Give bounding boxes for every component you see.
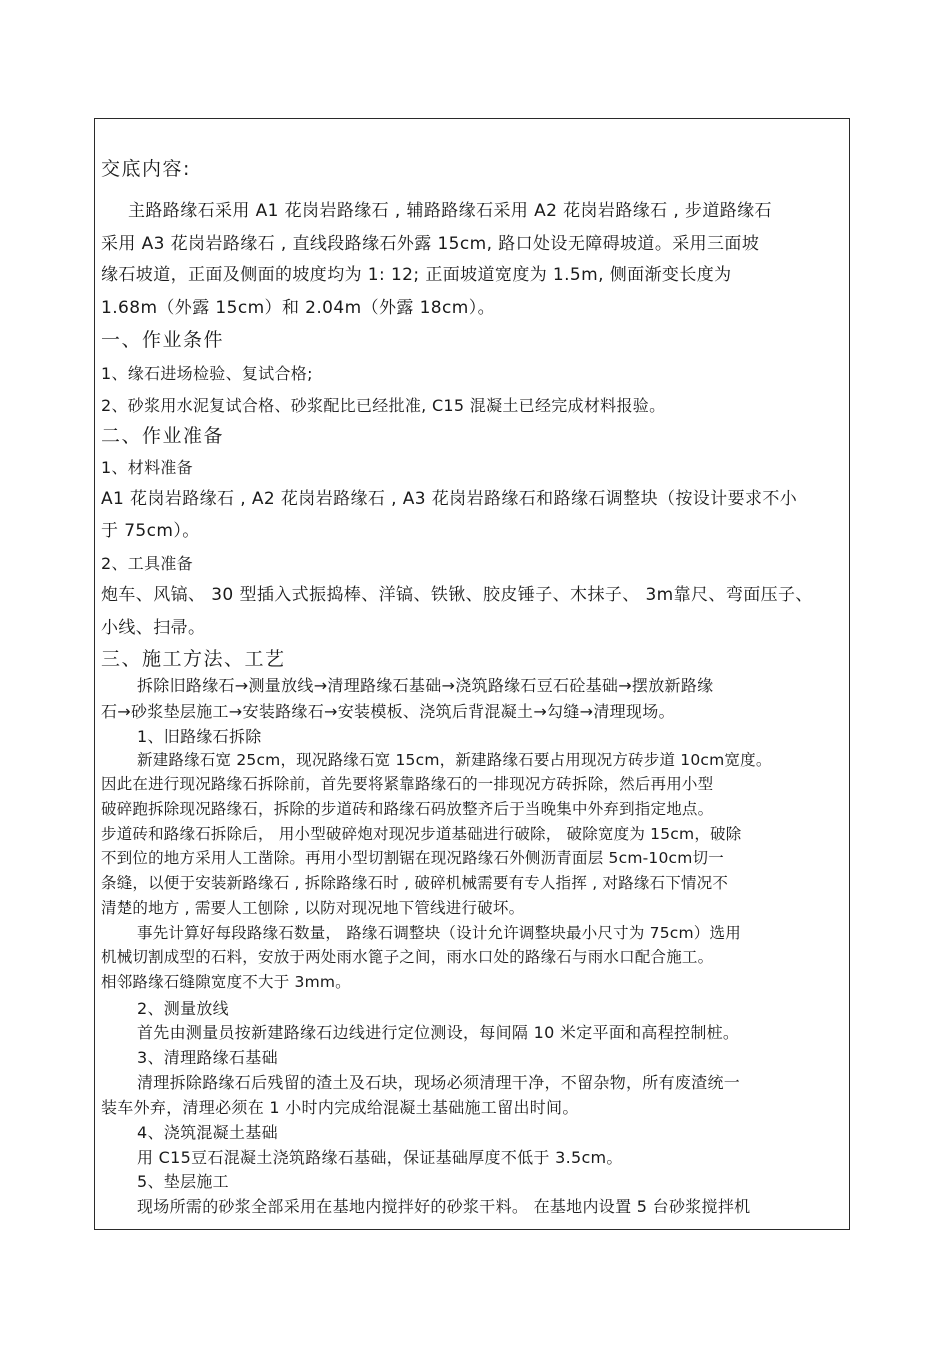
subsection-heading: 2、工具准备 bbox=[101, 554, 193, 573]
paragraph-line: 不到位的地方采用人工凿除。再用小型切割锯在现况路缘石外侧沥青面层 5cm-10cm切一 bbox=[101, 849, 724, 867]
list-item: 2、砂浆用水泥复试合格、砂浆配比已经批准, C15 混凝土已经完成材料报验。 bbox=[101, 396, 666, 415]
paragraph-line: 事先计算好每段路缘石数量， 路缘石调整块（设计允许调整块最小尺寸为 75cm）选用 bbox=[137, 924, 741, 942]
paragraph-line: 炮车、风镐、 30 型插入式振捣棒、洋镐、铁锹、胶皮锤子、木抹子、 3m靠尺、弯面压子、 bbox=[101, 585, 813, 605]
paragraph-line: 机械切割成型的石料，安放于两处雨水篦子之间，雨水口处的路缘石与雨水口配合施工。 bbox=[101, 948, 714, 966]
subsection-heading: 1、材料准备 bbox=[101, 458, 193, 477]
paragraph-line: 于 75cm）。 bbox=[101, 521, 200, 541]
paragraph-line: 装车外弃，清理必须在 1 小时内完成给混凝土基础施工留出时间。 bbox=[101, 1098, 579, 1117]
paragraph-line: 1.68m（外露 15cm）和 2.04m（外露 18cm）。 bbox=[101, 298, 496, 318]
subsection-heading: 3、清理路缘石基础 bbox=[137, 1048, 278, 1067]
section-heading: 二、作业准备 bbox=[101, 425, 225, 447]
paragraph-line: 缘石坡道，正面及侧面的坡度均为 1: 12; 正面坡道宽度为 1.5m, 侧面渐变长度为 bbox=[101, 265, 732, 285]
section-heading: 一、作业条件 bbox=[101, 329, 225, 351]
paragraph-line: 清楚的地方 , 需要人工刨除 , 以防对现况地下管线进行破坏。 bbox=[101, 899, 525, 917]
paragraph-line: 因此在进行现况路缘石拆除前，首先要将紧靠路缘石的一排现况方砖拆除，然后再用小型 bbox=[101, 775, 714, 793]
section-label: 交底内容: bbox=[101, 158, 191, 180]
subsection-heading: 4、浇筑混凝土基础 bbox=[137, 1123, 278, 1142]
paragraph-line: 破碎跑拆除现况路缘石，拆除的步道砖和路缘石码放整齐后于当晚集中外弃到指定地点。 bbox=[101, 800, 714, 818]
subsection-heading: 1、旧路缘石拆除 bbox=[137, 727, 262, 746]
paragraph-line: 主路路缘石采用 A1 花岗岩路缘石 , 辅路路缘石采用 A2 花岗岩路缘石 , 步道路缘石 bbox=[128, 201, 772, 221]
paragraph-line: 用 C15豆石混凝土浇筑路缘石基础，保证基础厚度不低于 3.5cm。 bbox=[137, 1148, 623, 1167]
paragraph-line: 首先由测量员按新建路缘石边线进行定位测设，每间隔 10 米定平面和高程控制桩。 bbox=[137, 1023, 740, 1042]
paragraph-line: 新建路缘石宽 25cm，现况路缘石宽 15cm，新建路缘石要占用现况方砖步道 10cm宽度。 bbox=[137, 751, 772, 769]
paragraph-line: 现场所需的砂浆全部采用在基地内搅拌好的砂浆干料。 在基地内设置 5 台砂浆搅拌机 bbox=[137, 1197, 751, 1216]
paragraph-line: A1 花岗岩路缘石 , A2 花岗岩路缘石 , A3 花岗岩路缘石和路缘石调整块（按设计要求不小 bbox=[101, 489, 798, 509]
paragraph-line: 采用 A3 花岗岩路缘石 , 直线段路缘石外露 15cm, 路口处设无障碍坡道。采用三面坡 bbox=[101, 234, 760, 254]
paragraph-line: 石→砂浆垫层施工→安装路缘石→安装模板、浇筑后背混凝土→勾缝→清理现场。 bbox=[101, 702, 675, 721]
subsection-heading: 5、垫层施工 bbox=[137, 1172, 229, 1191]
subsection-heading: 2、测量放线 bbox=[137, 999, 229, 1018]
paragraph-line: 相邻路缘石缝隙宽度不大于 3mm。 bbox=[101, 973, 351, 991]
paragraph-line: 拆除旧路缘石→测量放线→清理路缘石基础→浇筑路缘石豆石砼基础→摆放新路缘 bbox=[137, 676, 714, 695]
paragraph-line: 清理拆除路缘石后残留的渣土及石块，现场必须清理干净，不留杂物，所有废渣统一 bbox=[137, 1073, 741, 1092]
paragraph-line: 步道砖和路缘石拆除后， 用小型破碎炮对现况步道基础进行破除， 破除宽度为 15cm，破除 bbox=[101, 825, 742, 843]
list-item: 1、缘石进场检验、复试合格; bbox=[101, 364, 313, 383]
paragraph-line: 小线、扫帚。 bbox=[101, 618, 206, 638]
section-heading: 三、施工方法、工艺 bbox=[101, 648, 286, 670]
paragraph-line: 条缝，以便于安装新路缘石 , 拆除路缘石时 , 破碎机械需要有专人指挥 , 对路缘石下情况不 bbox=[101, 874, 729, 892]
